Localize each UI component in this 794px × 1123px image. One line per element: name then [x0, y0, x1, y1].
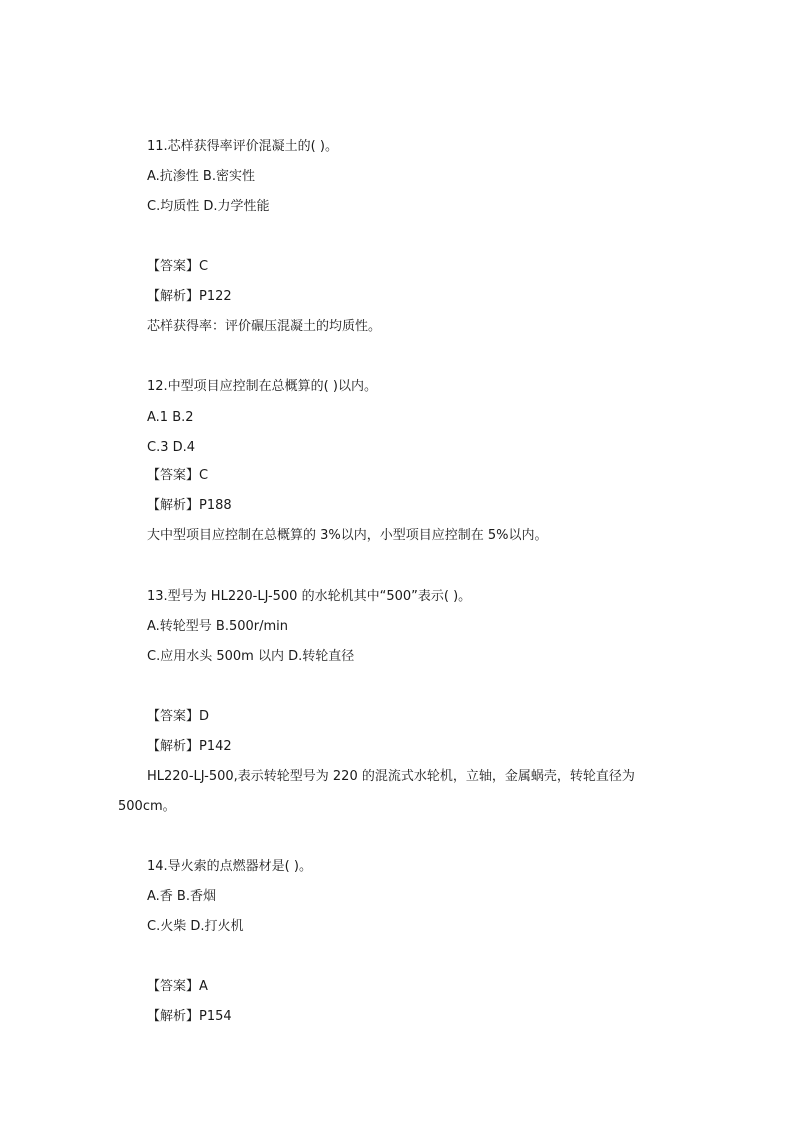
question-11-options-ab: A.抗渗性 B.密实性	[147, 169, 255, 184]
question-13-options-cd: C.应用水头 500m 以内 D.转轮直径	[147, 649, 355, 664]
question-13-options-ab: A.转轮型号 B.500r/min	[147, 619, 289, 634]
question-13-analysis-text: HL220-LJ-500,表示转轮型号为 220 的混流式水轮机，立轴，金属蜗壳，转轮直径为	[147, 769, 635, 784]
question-14-answer: 【答案】A	[147, 979, 208, 994]
question-14-analysis-ref: 【解析】P154	[147, 1009, 232, 1024]
question-11-answer: 【答案】C	[147, 259, 209, 274]
question-12-options-ab: A.1 B.2	[147, 410, 194, 425]
question-12-options-cd: C.3 D.4	[147, 440, 196, 455]
question-13-analysis-ref: 【解析】P142	[147, 739, 232, 754]
question-12-analysis-text: 大中型项目应控制在总概算的 3%以内，小型项目应控制在 5%以内。	[147, 528, 548, 543]
question-11-stem: 11.芯样获得率评价混凝土的( )。	[147, 139, 338, 154]
question-12-answer: 【答案】C	[147, 468, 209, 483]
question-13-analysis-text-continued: 500cm。	[118, 799, 176, 814]
question-13-answer: 【答案】D	[147, 709, 210, 724]
question-13-stem: 13.型号为 HL220-LJ-500 的水轮机其中“500”表示( )。	[147, 589, 472, 604]
question-11-analysis-text: 芯样获得率：评价碾压混凝土的均质性。	[147, 319, 382, 334]
question-14-options-ab: A.香 B.香烟	[147, 889, 216, 904]
question-14-options-cd: C.火柴 D.打火机	[147, 919, 244, 934]
question-11-analysis-ref: 【解析】P122	[147, 289, 232, 304]
question-12-analysis-ref: 【解析】P188	[147, 498, 232, 513]
question-11-options-cd: C.均质性 D.力学性能	[147, 199, 270, 214]
question-12-stem: 12.中型项目应控制在总概算的( )以内。	[147, 379, 377, 394]
question-14-stem: 14.导火索的点燃器材是( )。	[147, 859, 312, 874]
